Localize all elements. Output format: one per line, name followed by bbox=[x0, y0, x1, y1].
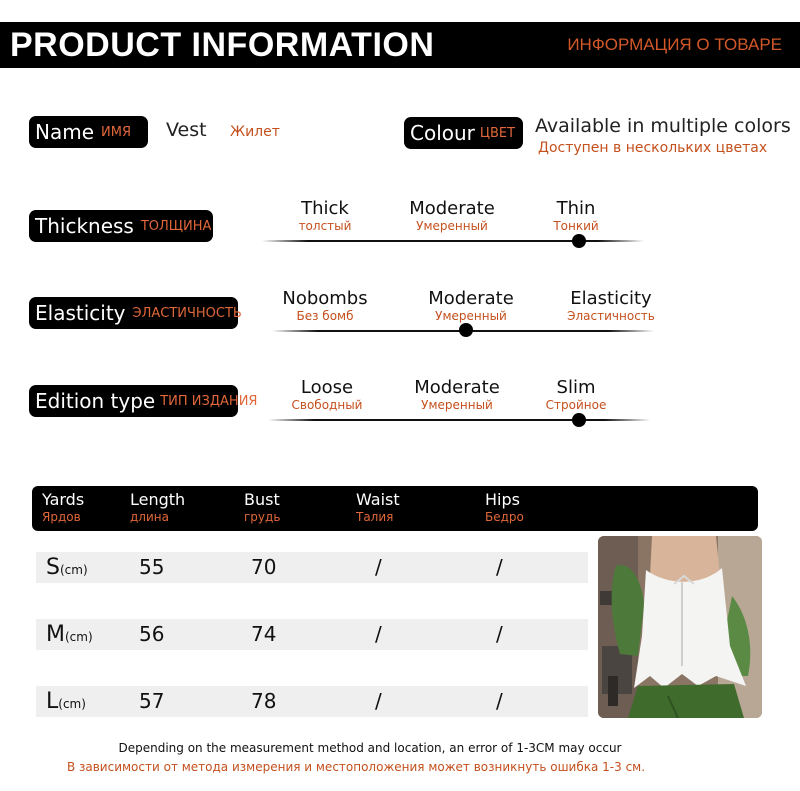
waist-cell: / bbox=[375, 622, 382, 646]
name-value-ru: Жилет bbox=[230, 124, 280, 140]
footer-note: Depending on the measurement method and location, an error of 1-3CM may occur bbox=[118, 741, 622, 755]
table-row bbox=[36, 686, 588, 717]
name-label-ru: ИМЯ bbox=[101, 124, 131, 140]
elasticity-option-nobombs bbox=[275, 289, 375, 323]
bust-cell: 74 bbox=[251, 622, 277, 646]
column-header-en: Length bbox=[130, 490, 186, 509]
elasticity-option-en: Nobombs bbox=[282, 288, 368, 309]
edition-option-moderate bbox=[407, 378, 507, 412]
column-header-ru: Ярдов bbox=[42, 510, 81, 524]
thickness-option-thin bbox=[536, 199, 616, 233]
elasticity-option-elasticity bbox=[561, 289, 661, 323]
elasticity-option-en: Elasticity bbox=[570, 288, 652, 309]
thickness-option-thick bbox=[285, 199, 365, 233]
size-cell bbox=[46, 619, 93, 650]
size-cell bbox=[46, 552, 88, 583]
length-cell: 55 bbox=[139, 555, 165, 579]
table-row bbox=[36, 552, 588, 583]
thickness-scale-marker bbox=[572, 234, 586, 248]
edition-option-en: Moderate bbox=[414, 377, 500, 398]
column-header-yards bbox=[42, 490, 84, 524]
bust-cell: 78 bbox=[251, 689, 277, 713]
edition-option-en: Slim bbox=[556, 377, 596, 398]
column-header-ru: грудь bbox=[244, 510, 281, 524]
size-unit: (cm) bbox=[59, 563, 88, 577]
column-header-length bbox=[130, 490, 185, 524]
elasticity-label-ru: ЭЛАСТИЧНОСТЬ bbox=[132, 305, 242, 321]
edition-scale-line bbox=[268, 419, 650, 421]
name-label-pill bbox=[29, 116, 148, 148]
edition-label-ru: ТИП ИЗДАНИЯ bbox=[160, 393, 258, 409]
length-cell: 57 bbox=[139, 689, 165, 713]
colour-label-pill bbox=[404, 117, 523, 149]
thickness-label-pill bbox=[29, 210, 213, 242]
edition-option-loose bbox=[287, 378, 367, 412]
thickness-option-en: Moderate bbox=[409, 198, 495, 219]
thickness-scale-line bbox=[262, 240, 644, 242]
column-header-ru: длина bbox=[130, 510, 169, 524]
elasticity-option-ru: Умеренный bbox=[435, 309, 507, 323]
header-bar bbox=[0, 22, 800, 68]
colour-value-ru: Доступен в нескольких цветах bbox=[538, 140, 768, 156]
column-header-hips bbox=[485, 490, 524, 524]
colour-label-ru: ЦВЕТ bbox=[479, 125, 516, 141]
product-photo-illustration bbox=[598, 536, 762, 718]
elasticity-option-ru: Без бомб bbox=[296, 309, 354, 323]
page-subtitle: ИНФОРМАЦИЯ О ТОВАРЕ bbox=[567, 35, 782, 54]
product-photo bbox=[598, 536, 762, 718]
size-letter: M bbox=[46, 622, 65, 647]
colour-value: Available in multiple colors bbox=[535, 115, 791, 137]
thickness-label: Thickness bbox=[35, 214, 134, 238]
size-cell bbox=[46, 686, 86, 717]
column-header-en: Yards bbox=[42, 490, 85, 509]
colour-label: Colour bbox=[410, 121, 475, 145]
edition-option-ru: Свободный bbox=[291, 398, 363, 412]
edition-option-en: Loose bbox=[300, 377, 354, 398]
edition-option-slim bbox=[536, 378, 616, 412]
edition-label-pill bbox=[29, 385, 258, 417]
edition-option-ru: Стройное bbox=[545, 398, 607, 412]
length-cell: 56 bbox=[139, 622, 165, 646]
hips-cell: / bbox=[496, 622, 503, 646]
page-title: PRODUCT INFORMATION bbox=[10, 26, 435, 64]
elasticity-label-pill bbox=[29, 297, 242, 329]
thickness-option-ru: Тонкий bbox=[553, 219, 599, 233]
edition-option-ru: Умеренный bbox=[421, 398, 493, 412]
thickness-option-en: Thin bbox=[556, 198, 596, 219]
elasticity-label: Elasticity bbox=[35, 301, 126, 325]
edition-scale-marker bbox=[572, 413, 586, 427]
column-header-en: Bust bbox=[244, 490, 280, 509]
edition-label: Edition type bbox=[35, 389, 156, 413]
footer-note-ru: В зависимости от метода измерения и местоположения может возникнуть ошибка 1-3 см. bbox=[66, 760, 646, 774]
waist-cell: / bbox=[375, 555, 382, 579]
name-label: Name bbox=[35, 120, 95, 144]
column-header-ru: Бедро bbox=[485, 510, 524, 524]
thickness-option-ru: толстый bbox=[298, 219, 352, 233]
size-unit: (cm) bbox=[64, 630, 93, 644]
size-letter: S bbox=[46, 555, 60, 580]
elasticity-scale-marker bbox=[459, 323, 473, 337]
size-letter: L bbox=[46, 689, 59, 714]
thickness-label-ru: ТОЛЩИНА bbox=[140, 218, 212, 234]
column-header-en: Waist bbox=[356, 490, 400, 509]
column-header-ru: Талия bbox=[356, 510, 394, 524]
elasticity-option-en: Moderate bbox=[428, 288, 514, 309]
name-value: Vest bbox=[166, 119, 207, 141]
hips-cell: / bbox=[496, 555, 503, 579]
column-header-en: Hips bbox=[485, 490, 520, 509]
size-table-header bbox=[32, 486, 758, 531]
column-header-bust bbox=[244, 490, 280, 524]
elasticity-option-ru: Эластичность bbox=[567, 309, 655, 323]
thickness-option-en: Thick bbox=[301, 198, 349, 219]
thickness-option-ru: Умеренный bbox=[416, 219, 488, 233]
thickness-option-moderate bbox=[402, 199, 502, 233]
waist-cell: / bbox=[375, 689, 382, 713]
hips-cell: / bbox=[496, 689, 503, 713]
column-header-waist bbox=[356, 490, 400, 524]
bust-cell: 70 bbox=[251, 555, 277, 579]
size-unit: (cm) bbox=[58, 697, 86, 711]
table-row bbox=[36, 619, 588, 650]
elasticity-option-moderate bbox=[421, 289, 521, 323]
